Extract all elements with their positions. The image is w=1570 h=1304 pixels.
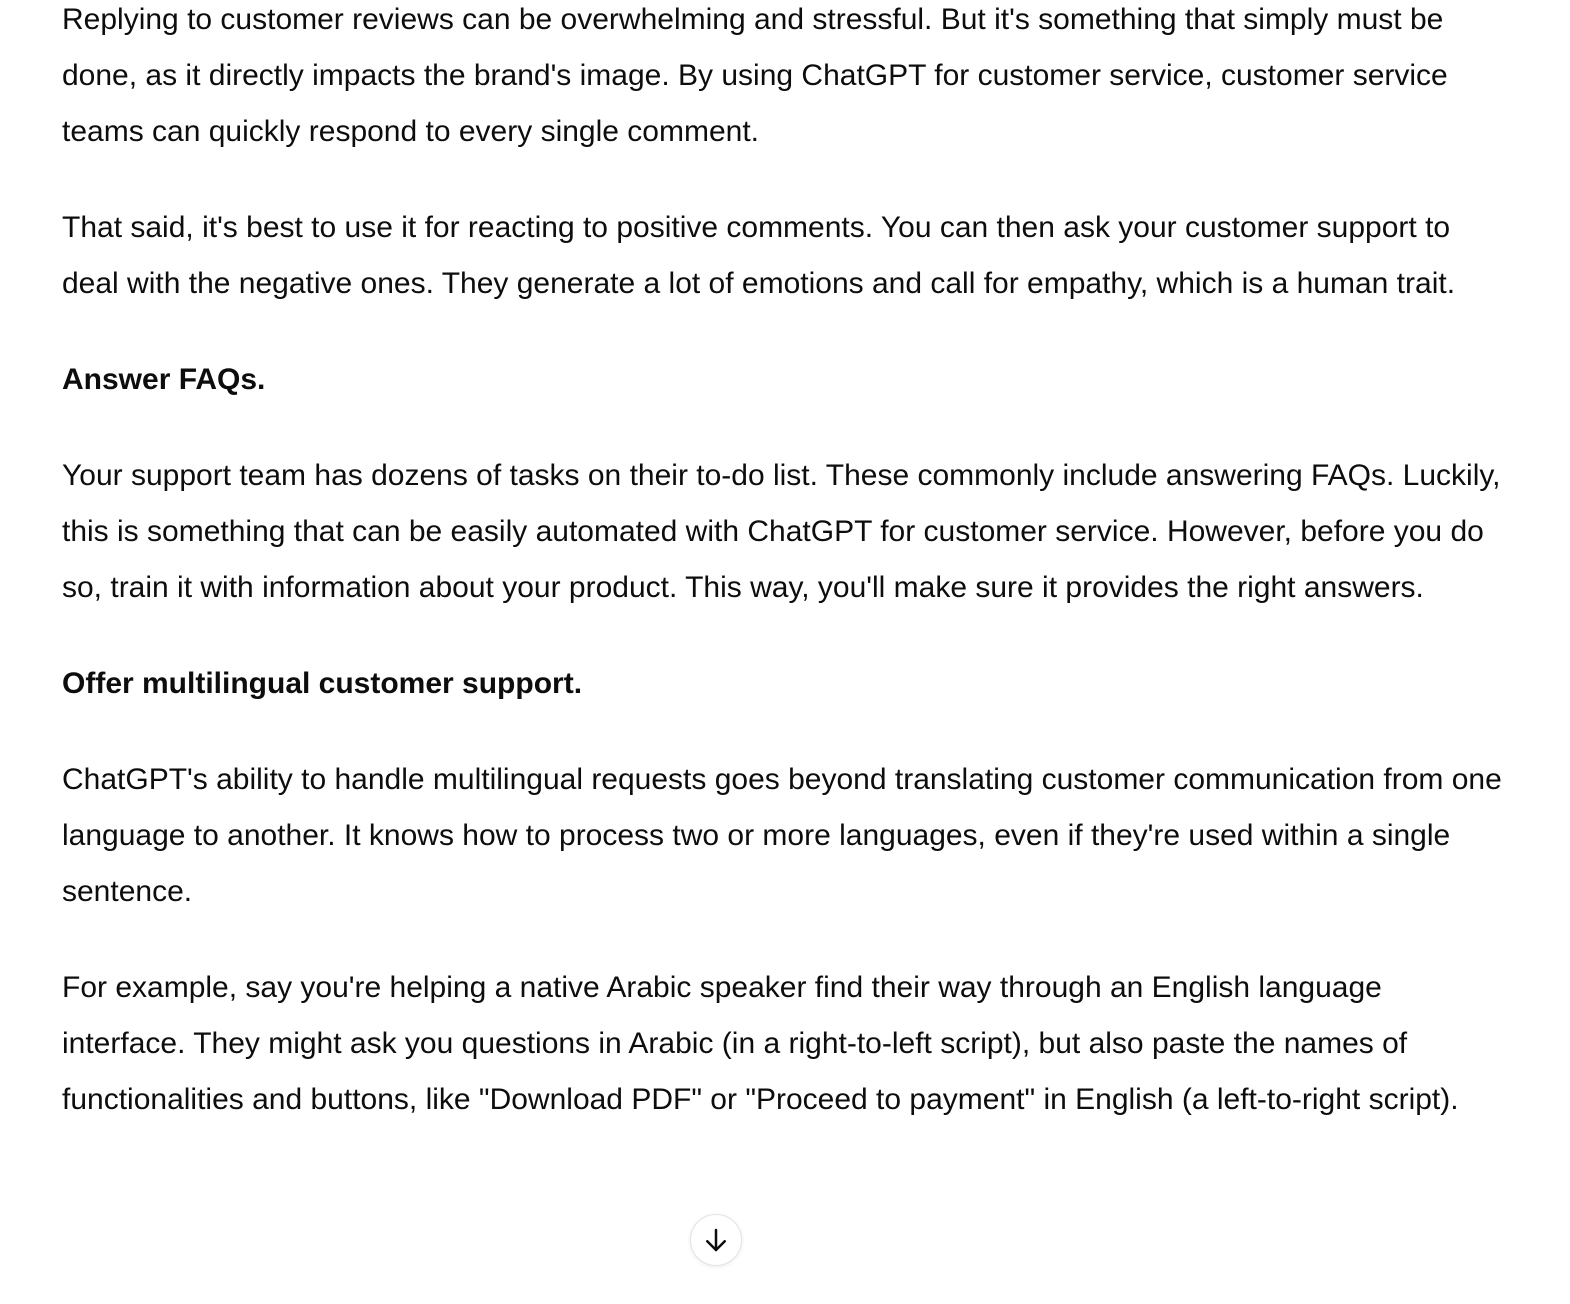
paragraph-multilingual-example: For example, say you're helping a native Arabic speaker find their way through an English language interface. They might ask you questions in Arabic (in a right-to-left script), but also paste the names of functionalities and buttons, like "Download PDF" or "Proceed to payment" in English (a left-to-right script).	[62, 971, 1459, 1116]
article-content	[62, 0, 1502, 1168]
paragraph-positive-comments: That said, it's best to use it for reacting to positive comments. You can then ask your customer support to deal with the negative ones. They generate a lot of emotions and call for empathy, which is a human trait.	[62, 211, 1456, 300]
paragraph-faqs: Your support team has dozens of tasks on their to-do list. These commonly include answering FAQs. Luckily, this is something that can be easily automated with ChatGPT for customer service. However, before you do so, train it with information about your product. This way, you'll make sure it provides the right answers.	[62, 459, 1501, 604]
arrow-down-icon	[701, 1225, 731, 1255]
heading-answer-faqs: Answer FAQs.	[62, 363, 266, 396]
scroll-to-bottom-button[interactable]	[690, 1214, 742, 1266]
paragraph-reviews: Replying to customer reviews can be overwhelming and stressful. But it's something that simply must be done, as it directly impacts the brand's image. By using ChatGPT for customer service, customer service teams can quickly respond to every single comment.	[62, 3, 1448, 148]
paragraph-multilingual-ability: ChatGPT's ability to handle multilingual requests goes beyond translating customer communication from one language to another. It knows how to process two or more languages, even if they're used within a single sentence.	[62, 763, 1502, 908]
heading-multilingual-support: Offer multilingual customer support.	[62, 667, 583, 700]
